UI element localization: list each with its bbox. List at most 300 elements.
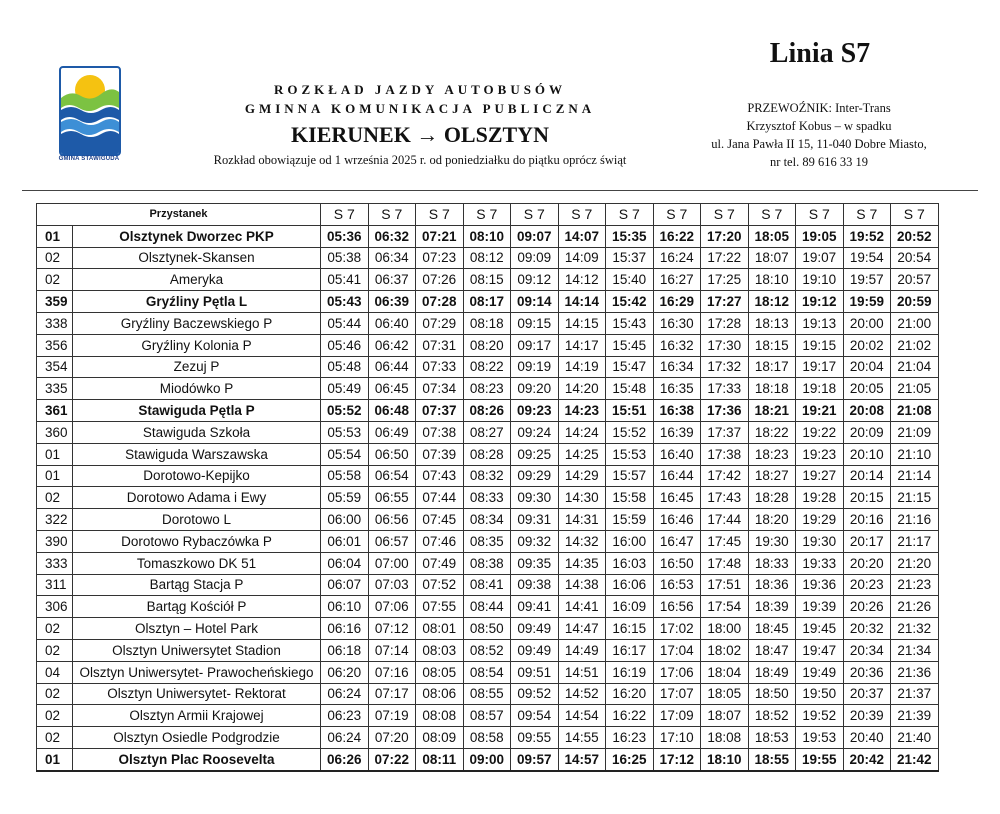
departure-time: 15:52 <box>606 421 654 443</box>
departure-time: 19:12 <box>796 291 844 313</box>
departure-time: 18:00 <box>701 618 749 640</box>
departure-time: 17:42 <box>701 465 749 487</box>
departure-time: 19:07 <box>796 247 844 269</box>
departure-time: 19:30 <box>748 530 796 552</box>
departure-time: 05:46 <box>321 334 369 356</box>
carrier-phone: nr tel. 89 616 33 19 <box>770 155 868 169</box>
departure-time: 07:44 <box>416 487 464 509</box>
carrier-address: ul. Jana Pawła II 15, 11-040 Dobre Miasto, <box>711 137 927 151</box>
stop-name: Stawiguda Warszawska <box>73 443 321 465</box>
departure-time: 14:20 <box>558 378 606 400</box>
departure-time: 19:49 <box>796 661 844 683</box>
departure-time: 09:17 <box>511 334 559 356</box>
departure-time: 19:45 <box>796 618 844 640</box>
departure-time: 18:15 <box>748 334 796 356</box>
departure-time: 20:40 <box>843 727 891 749</box>
departure-time: 18:07 <box>701 705 749 727</box>
departure-time: 05:52 <box>321 400 369 422</box>
table-row <box>37 356 939 378</box>
departure-time: 18:36 <box>748 574 796 596</box>
departure-time: 08:06 <box>416 683 464 705</box>
departure-time: 21:05 <box>891 378 939 400</box>
stop-code: 01 <box>37 465 73 487</box>
departure-time: 09:31 <box>511 509 559 531</box>
carrier-name: PRZEWOŹNIK: Inter-Trans <box>747 101 891 115</box>
table-row <box>37 748 939 770</box>
departure-time: 09:30 <box>511 487 559 509</box>
route-column-header: S 7 <box>606 204 654 226</box>
departure-time: 17:38 <box>701 443 749 465</box>
departure-time: 07:28 <box>416 291 464 313</box>
departure-time: 20:08 <box>843 400 891 422</box>
departure-time: 09:00 <box>463 748 511 770</box>
stop-name: Dorotowo Adama i Ewy <box>73 487 321 509</box>
departure-time: 16:29 <box>653 291 701 313</box>
timetable-body <box>37 225 939 770</box>
departure-time: 09:07 <box>511 225 559 247</box>
timetable <box>36 203 939 772</box>
stop-name: Olsztyn – Hotel Park <box>73 618 321 640</box>
departure-time: 05:58 <box>321 465 369 487</box>
departure-time: 16:45 <box>653 487 701 509</box>
departure-time: 21:17 <box>891 530 939 552</box>
departure-time: 20:39 <box>843 705 891 727</box>
departure-time: 08:38 <box>463 552 511 574</box>
departure-time: 21:14 <box>891 465 939 487</box>
carrier-info <box>690 99 948 171</box>
table-row <box>37 727 939 749</box>
departure-time: 18:13 <box>748 312 796 334</box>
departure-time: 08:12 <box>463 247 511 269</box>
departure-time: 17:04 <box>653 639 701 661</box>
departure-time: 07:14 <box>368 639 416 661</box>
departure-time: 08:08 <box>416 705 464 727</box>
departure-time: 06:48 <box>368 400 416 422</box>
departure-time: 19:23 <box>796 443 844 465</box>
stop-name: Bartąg Kościół P <box>73 596 321 618</box>
departure-time: 21:10 <box>891 443 939 465</box>
departure-time: 06:55 <box>368 487 416 509</box>
departure-time: 07:21 <box>416 225 464 247</box>
departure-time: 21:16 <box>891 509 939 531</box>
stop-name: Olsztynek-Skansen <box>73 247 321 269</box>
departure-time: 05:54 <box>321 443 369 465</box>
departure-time: 19:53 <box>796 727 844 749</box>
route-column-header: S 7 <box>701 204 749 226</box>
table-row <box>37 334 939 356</box>
route-column-header: S 7 <box>891 204 939 226</box>
departure-time: 21:26 <box>891 596 939 618</box>
departure-time: 18:18 <box>748 378 796 400</box>
departure-time: 08:50 <box>463 618 511 640</box>
stop-code: 311 <box>37 574 73 596</box>
departure-time: 09:09 <box>511 247 559 269</box>
departure-time: 05:41 <box>321 269 369 291</box>
departure-time: 06:50 <box>368 443 416 465</box>
departure-time: 07:29 <box>416 312 464 334</box>
departure-time: 17:10 <box>653 727 701 749</box>
table-row <box>37 225 939 247</box>
departure-time: 17:28 <box>701 312 749 334</box>
departure-time: 21:40 <box>891 727 939 749</box>
stop-code: 02 <box>37 269 73 291</box>
departure-time: 06:10 <box>321 596 369 618</box>
departure-time: 19:50 <box>796 683 844 705</box>
departure-time: 16:46 <box>653 509 701 531</box>
departure-time: 08:09 <box>416 727 464 749</box>
departure-time: 18:22 <box>748 421 796 443</box>
route-column-header: S 7 <box>843 204 891 226</box>
departure-time: 17:51 <box>701 574 749 596</box>
departure-time: 14:49 <box>558 639 606 661</box>
departure-time: 16:40 <box>653 443 701 465</box>
departure-time: 08:32 <box>463 465 511 487</box>
stop-name: Gryźliny Kolonia P <box>73 334 321 356</box>
departure-time: 16:35 <box>653 378 701 400</box>
departure-time: 09:49 <box>511 618 559 640</box>
stop-code: 360 <box>37 421 73 443</box>
gmina-stawiguda-emblem-icon <box>59 66 121 156</box>
table-row <box>37 400 939 422</box>
departure-time: 07:20 <box>368 727 416 749</box>
departure-time: 06:01 <box>321 530 369 552</box>
departure-time: 09:14 <box>511 291 559 313</box>
departure-time: 19:47 <box>796 639 844 661</box>
departure-time: 18:33 <box>748 552 796 574</box>
departure-time: 08:52 <box>463 639 511 661</box>
departure-time: 17:22 <box>701 247 749 269</box>
departure-time: 19:36 <box>796 574 844 596</box>
departure-time: 07:03 <box>368 574 416 596</box>
departure-time: 20:15 <box>843 487 891 509</box>
departure-time: 07:19 <box>368 705 416 727</box>
header-divider <box>22 190 978 191</box>
departure-time: 15:43 <box>606 312 654 334</box>
departure-time: 16:23 <box>606 727 654 749</box>
departure-time: 18:08 <box>701 727 749 749</box>
departure-time: 08:28 <box>463 443 511 465</box>
departure-time: 07:12 <box>368 618 416 640</box>
table-row <box>37 639 939 661</box>
validity-note: Rozkład obowiązuje od 1 września 2025 r. od poniedziałku do piątku oprócz świąt <box>213 153 627 167</box>
departure-time: 17:43 <box>701 487 749 509</box>
departure-time: 19:59 <box>843 291 891 313</box>
route-column-header: S 7 <box>463 204 511 226</box>
route-column-header: S 7 <box>416 204 464 226</box>
departure-time: 07:33 <box>416 356 464 378</box>
departure-time: 18:52 <box>748 705 796 727</box>
departure-time: 18:23 <box>748 443 796 465</box>
stop-code: 322 <box>37 509 73 531</box>
departure-time: 20:34 <box>843 639 891 661</box>
departure-time: 09:57 <box>511 748 559 770</box>
departure-time: 17:54 <box>701 596 749 618</box>
carrier-owner: Krzysztof Kobus – w spadku <box>746 119 892 133</box>
departure-time: 06:42 <box>368 334 416 356</box>
departure-time: 21:09 <box>891 421 939 443</box>
departure-time: 07:43 <box>416 465 464 487</box>
departure-time: 06:56 <box>368 509 416 531</box>
departure-time: 07:52 <box>416 574 464 596</box>
departure-time: 08:58 <box>463 727 511 749</box>
departure-time: 09:38 <box>511 574 559 596</box>
departure-time: 18:21 <box>748 400 796 422</box>
departure-time: 19:17 <box>796 356 844 378</box>
table-row <box>37 269 939 291</box>
departure-time: 17:30 <box>701 334 749 356</box>
departure-time: 20:52 <box>891 225 939 247</box>
departure-time: 17:27 <box>701 291 749 313</box>
departure-time: 18:04 <box>701 661 749 683</box>
departure-time: 07:46 <box>416 530 464 552</box>
departure-time: 08:57 <box>463 705 511 727</box>
stop-name: Olsztyn Armii Krajowej <box>73 705 321 727</box>
departure-time: 09:51 <box>511 661 559 683</box>
stop-code: 02 <box>37 487 73 509</box>
departure-time: 08:18 <box>463 312 511 334</box>
departure-time: 14:19 <box>558 356 606 378</box>
departure-time: 21:02 <box>891 334 939 356</box>
departure-time: 14:07 <box>558 225 606 247</box>
departure-time: 16:15 <box>606 618 654 640</box>
stop-code: 02 <box>37 727 73 749</box>
departure-time: 08:54 <box>463 661 511 683</box>
departure-time: 14:29 <box>558 465 606 487</box>
departure-time: 20:42 <box>843 748 891 770</box>
departure-time: 08:23 <box>463 378 511 400</box>
departure-time: 08:22 <box>463 356 511 378</box>
departure-time: 08:44 <box>463 596 511 618</box>
departure-time: 17:02 <box>653 618 701 640</box>
departure-time: 20:17 <box>843 530 891 552</box>
stop-name: Olsztyn Uniwersytet- Rektorat <box>73 683 321 705</box>
departure-time: 06:49 <box>368 421 416 443</box>
departure-time: 15:42 <box>606 291 654 313</box>
departure-time: 15:58 <box>606 487 654 509</box>
departure-time: 06:54 <box>368 465 416 487</box>
departure-time: 15:53 <box>606 443 654 465</box>
stop-code: 02 <box>37 705 73 727</box>
departure-time: 20:10 <box>843 443 891 465</box>
departure-time: 06:07 <box>321 574 369 596</box>
departure-time: 19:21 <box>796 400 844 422</box>
departure-time: 09:49 <box>511 639 559 661</box>
departure-time: 16:19 <box>606 661 654 683</box>
departure-time: 16:56 <box>653 596 701 618</box>
stop-code: 02 <box>37 683 73 705</box>
departure-time: 09:12 <box>511 269 559 291</box>
departure-time: 17:12 <box>653 748 701 770</box>
departure-time: 18:17 <box>748 356 796 378</box>
table-row <box>37 487 939 509</box>
departure-time: 06:44 <box>368 356 416 378</box>
route-column-header: S 7 <box>748 204 796 226</box>
departure-time: 16:38 <box>653 400 701 422</box>
departure-time: 09:20 <box>511 378 559 400</box>
departure-time: 14:09 <box>558 247 606 269</box>
departure-time: 06:37 <box>368 269 416 291</box>
departure-time: 15:48 <box>606 378 654 400</box>
departure-time: 19:15 <box>796 334 844 356</box>
table-row <box>37 443 939 465</box>
departure-time: 05:44 <box>321 312 369 334</box>
stop-code: 02 <box>37 618 73 640</box>
departure-time: 20:59 <box>891 291 939 313</box>
departure-time: 17:32 <box>701 356 749 378</box>
departure-time: 09:32 <box>511 530 559 552</box>
departure-time: 20:37 <box>843 683 891 705</box>
departure-time: 06:39 <box>368 291 416 313</box>
departure-time: 18:27 <box>748 465 796 487</box>
departure-time: 17:48 <box>701 552 749 574</box>
departure-time: 07:22 <box>368 748 416 770</box>
departure-time: 08:17 <box>463 291 511 313</box>
stop-code: 361 <box>37 400 73 422</box>
departure-time: 15:51 <box>606 400 654 422</box>
departure-time: 16:22 <box>606 705 654 727</box>
departure-time: 08:27 <box>463 421 511 443</box>
departure-time: 17:06 <box>653 661 701 683</box>
departure-time: 18:49 <box>748 661 796 683</box>
departure-time: 14:14 <box>558 291 606 313</box>
departure-time: 21:00 <box>891 312 939 334</box>
stop-name: Dorotowo Rybaczówka P <box>73 530 321 552</box>
header-title: ROZKŁAD JAZDY AUTOBUSÓW <box>273 82 567 97</box>
departure-time: 20:23 <box>843 574 891 596</box>
departure-time: 19:52 <box>796 705 844 727</box>
departure-time: 21:39 <box>891 705 939 727</box>
departure-time: 05:48 <box>321 356 369 378</box>
stop-name: Zezuj P <box>73 356 321 378</box>
stop-code: 01 <box>37 748 73 770</box>
departure-time: 20:02 <box>843 334 891 356</box>
departure-time: 18:20 <box>748 509 796 531</box>
departure-time: 20:14 <box>843 465 891 487</box>
departure-time: 17:25 <box>701 269 749 291</box>
departure-time: 20:00 <box>843 312 891 334</box>
departure-time: 18:28 <box>748 487 796 509</box>
stop-code: 390 <box>37 530 73 552</box>
departure-time: 07:45 <box>416 509 464 531</box>
departure-time: 07:49 <box>416 552 464 574</box>
stop-code: 354 <box>37 356 73 378</box>
table-row <box>37 574 939 596</box>
departure-time: 21:15 <box>891 487 939 509</box>
departure-time: 06:26 <box>321 748 369 770</box>
stop-code: 04 <box>37 661 73 683</box>
table-row <box>37 421 939 443</box>
departure-time: 14:23 <box>558 400 606 422</box>
departure-time: 18:39 <box>748 596 796 618</box>
stop-code: 359 <box>37 291 73 313</box>
departure-time: 08:26 <box>463 400 511 422</box>
departure-time: 09:15 <box>511 312 559 334</box>
departure-time: 14:35 <box>558 552 606 574</box>
header-subtitle: GMINNA KOMUNIKACJA PUBLICZNA <box>244 101 596 116</box>
departure-time: 09:41 <box>511 596 559 618</box>
stop-name: Olsztyn Uniwersytet- Prawocheńskiego <box>73 661 321 683</box>
departure-time: 15:37 <box>606 247 654 269</box>
table-row <box>37 705 939 727</box>
stop-code: 356 <box>37 334 73 356</box>
departure-time: 06:34 <box>368 247 416 269</box>
departure-time: 08:05 <box>416 661 464 683</box>
stop-code: 02 <box>37 247 73 269</box>
departure-time: 16:53 <box>653 574 701 596</box>
departure-time: 16:25 <box>606 748 654 770</box>
departure-time: 09:35 <box>511 552 559 574</box>
departure-time: 18:45 <box>748 618 796 640</box>
route-column-header: S 7 <box>558 204 606 226</box>
departure-time: 21:20 <box>891 552 939 574</box>
departure-time: 15:47 <box>606 356 654 378</box>
departure-time: 06:00 <box>321 509 369 531</box>
departure-time: 17:07 <box>653 683 701 705</box>
table-row <box>37 552 939 574</box>
departure-time: 20:54 <box>891 247 939 269</box>
departure-time: 16:17 <box>606 639 654 661</box>
departure-time: 20:16 <box>843 509 891 531</box>
table-row <box>37 378 939 400</box>
departure-time: 05:43 <box>321 291 369 313</box>
departure-time: 14:47 <box>558 618 606 640</box>
departure-time: 07:39 <box>416 443 464 465</box>
departure-time: 09:52 <box>511 683 559 705</box>
departure-time: 19:54 <box>843 247 891 269</box>
departure-time: 08:35 <box>463 530 511 552</box>
departure-time: 08:11 <box>416 748 464 770</box>
departure-time: 08:20 <box>463 334 511 356</box>
table-row <box>37 312 939 334</box>
departure-time: 07:00 <box>368 552 416 574</box>
departure-time: 08:10 <box>463 225 511 247</box>
departure-time: 21:34 <box>891 639 939 661</box>
departure-time: 17:45 <box>701 530 749 552</box>
departure-time: 05:49 <box>321 378 369 400</box>
departure-time: 16:39 <box>653 421 701 443</box>
departure-time: 14:12 <box>558 269 606 291</box>
departure-time: 18:47 <box>748 639 796 661</box>
stop-name: Olsztyn Plac Roosevelta <box>73 748 321 770</box>
departure-time: 20:26 <box>843 596 891 618</box>
departure-time: 07:37 <box>416 400 464 422</box>
departure-time: 19:28 <box>796 487 844 509</box>
departure-time: 17:36 <box>701 400 749 422</box>
route-column-header: S 7 <box>511 204 559 226</box>
departure-time: 19:39 <box>796 596 844 618</box>
departure-time: 15:45 <box>606 334 654 356</box>
table-row <box>37 596 939 618</box>
departure-time: 06:18 <box>321 639 369 661</box>
departure-time: 17:09 <box>653 705 701 727</box>
departure-time: 09:25 <box>511 443 559 465</box>
departure-time: 19:30 <box>796 530 844 552</box>
departure-time: 14:17 <box>558 334 606 356</box>
departure-time: 19:33 <box>796 552 844 574</box>
stop-name: Stawiguda Pętla P <box>73 400 321 422</box>
departure-time: 19:29 <box>796 509 844 531</box>
departure-time: 16:03 <box>606 552 654 574</box>
departure-time: 16:47 <box>653 530 701 552</box>
table-row <box>37 683 939 705</box>
departure-time: 20:05 <box>843 378 891 400</box>
departure-time: 18:55 <box>748 748 796 770</box>
departure-time: 16:27 <box>653 269 701 291</box>
departure-time: 07:26 <box>416 269 464 291</box>
departure-time: 20:57 <box>891 269 939 291</box>
table-row <box>37 661 939 683</box>
route-column-header: S 7 <box>321 204 369 226</box>
